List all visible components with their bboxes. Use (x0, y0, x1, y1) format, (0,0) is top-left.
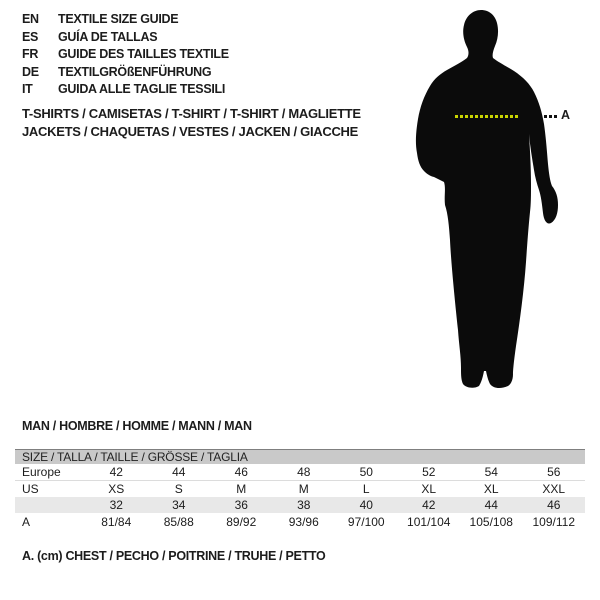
row-label: US (22, 482, 39, 496)
size-value: 54 (484, 465, 498, 479)
size-value: 97/100 (347, 514, 385, 529)
size-value: 42 (422, 498, 436, 512)
language-code: ES (22, 29, 39, 44)
table-row (15, 497, 585, 513)
size-value: 81/84 (101, 514, 132, 529)
size-value: 44 (172, 465, 186, 479)
size-value: L (362, 482, 370, 496)
size-table-body (15, 464, 585, 530)
size-value: 52 (422, 465, 436, 479)
size-value: 50 (359, 465, 373, 479)
chest-measure-dash-line-outer (544, 115, 559, 118)
size-value: 44 (484, 498, 498, 512)
size-value: XS (108, 482, 125, 496)
size-value: 40 (359, 498, 373, 512)
size-value: M (298, 482, 309, 496)
size-value: 42 (109, 465, 123, 479)
row-label: A (22, 514, 31, 529)
table-row (15, 513, 585, 530)
row-label: Europe (22, 465, 61, 479)
language-label: GUIDE DES TAILLES TEXTILE (58, 47, 229, 61)
table-row (15, 481, 585, 497)
size-value: 109/112 (532, 514, 575, 529)
size-table (15, 449, 585, 530)
size-value: 46 (547, 498, 561, 512)
language-code: EN (22, 12, 39, 26)
language-label: TEXTILE SIZE GUIDE (58, 12, 179, 26)
language-code: DE (22, 64, 39, 79)
chest-measure-dash-line (455, 115, 519, 118)
size-value: 93/96 (288, 514, 319, 529)
man-silhouette-icon (400, 0, 600, 400)
category-line: T-SHIRTS / CAMISETAS / T-SHIRT / T-SHIRT / MAGLIETTE (22, 106, 361, 121)
language-label: TEXTILGRÖßENFÜHRUNG (58, 64, 212, 79)
size-value: 38 (297, 498, 311, 512)
language-code: IT (22, 82, 33, 96)
language-code: FR (22, 47, 39, 61)
measure-label-a: A (561, 108, 571, 122)
language-label: GUÍA DE TALLAS (58, 29, 158, 44)
size-value: 105/108 (469, 514, 513, 529)
size-value: 46 (234, 465, 248, 479)
size-value: 34 (172, 498, 186, 512)
size-value: 56 (547, 465, 561, 479)
category-line: JACKETS / CHAQUETAS / VESTES / JACKEN / GIACCHE (22, 124, 358, 139)
size-value: 85/88 (163, 514, 194, 529)
size-value: XXL (542, 482, 566, 496)
size-value: XL (483, 482, 499, 496)
measurement-footnote: A. (cm) CHEST / PECHO / POITRINE / TRUHE / PETTO (22, 549, 326, 563)
language-label: GUIDA ALLE TAGLIE TESSILI (58, 82, 226, 96)
size-value: 32 (109, 498, 123, 512)
size-value: XL (421, 482, 437, 496)
table-row (15, 464, 585, 481)
size-value: 36 (234, 498, 248, 512)
size-value: 101/104 (407, 514, 451, 529)
size-table-header: SIZE / TALLA / TAILLE / GRÖSSE / TAGLIA (15, 450, 585, 464)
size-value: M (236, 482, 247, 496)
size-value: 48 (297, 465, 311, 479)
section-title: MAN / HOMBRE / HOMME / MANN / MAN (22, 419, 252, 433)
size-value: 89/92 (226, 514, 257, 529)
size-value: S (174, 482, 183, 496)
